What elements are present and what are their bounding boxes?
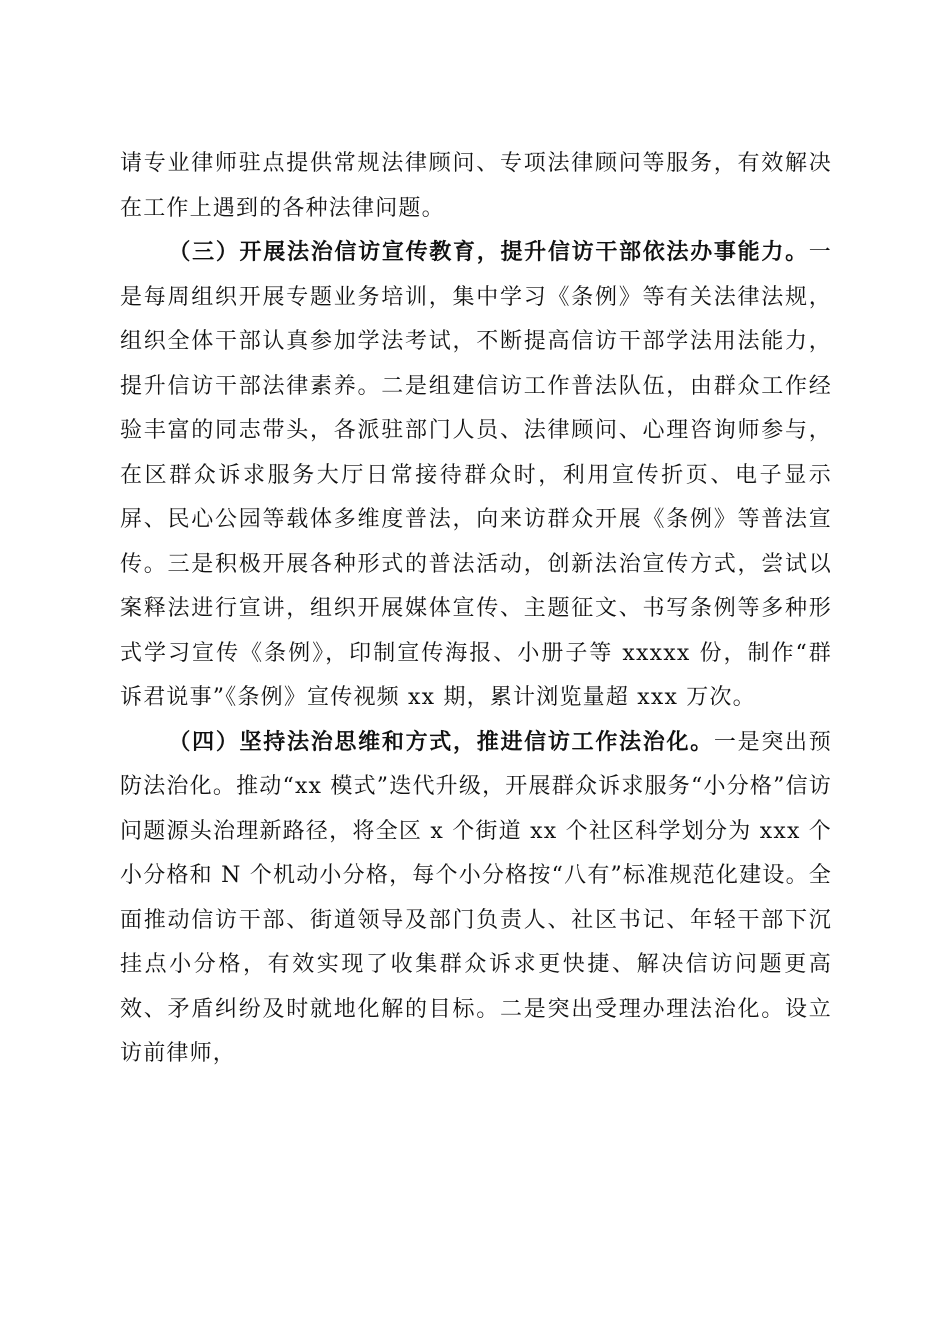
paragraph-body: 一是每周组织开展专题业务培训，集中学习《条例》等有关法律法规，组织全体干部认真参加学法考试，不断提高信访干部学法用法能力，提升信访干部法律素养。二是组建信访工作普法队伍，由群众工作经验丰富的同志带头，各派驻部门人员、法律顾问、心理咨询师参与，在区群众诉求服务大厅日常接待群众时，利用宣传折页、电子显示屏、民心公园等载体多维度普法，向来访群众开展《条例》等普法宣传。三是积极开展各种形式的普法活动，创新法治宣传方式，尝试以案释法进行宣讲，组织开展媒体宣传、主题征文、书写条例等多种形式学习宣传《条例》，印制宣传海报、小册子等 xxxxx 份，制作“群诉君说事”《条例》宣传视频 xx 期，累计浏览量超 xxx 万次。 [120,240,832,710]
paragraph-section-3 [120,231,832,721]
paragraph-body: 请专业律师驻点提供常规法律顾问、专项法律顾问等服务，有效解决在工作上遇到的各种法律问题。 [120,151,832,221]
paragraph-body: 一是突出预防法治化。推动“xx 模式”迭代升级，开展群众诉求服务“小分格”信访问题源头治理新路径，将全区 x 个街道 xx 个社区科学划分为 xxx 个小分格和 N 个机动小分格，每个小分格按“八有”标准规范化建设。全面推动信访干部、街道领导及部门负责人、社区书记、年轻干部下沉挂点小分格，有效实现了收集群众诉求更快捷、解决信访问题更高效、矛盾纠纷及时就地化解的目标。二是突出受理办理法治化。设立访前律师， [120,729,832,1066]
section-4-heading: （四）坚持法治思维和方式，推进信访工作法治化。 [168,729,714,755]
section-3-heading: （三）开展法治信访宣传教育，提升信访干部依法办事能力。 [168,240,809,265]
paragraph-legal-services [120,142,832,231]
document-body [120,142,832,1077]
paragraph-section-4 [120,721,832,1077]
